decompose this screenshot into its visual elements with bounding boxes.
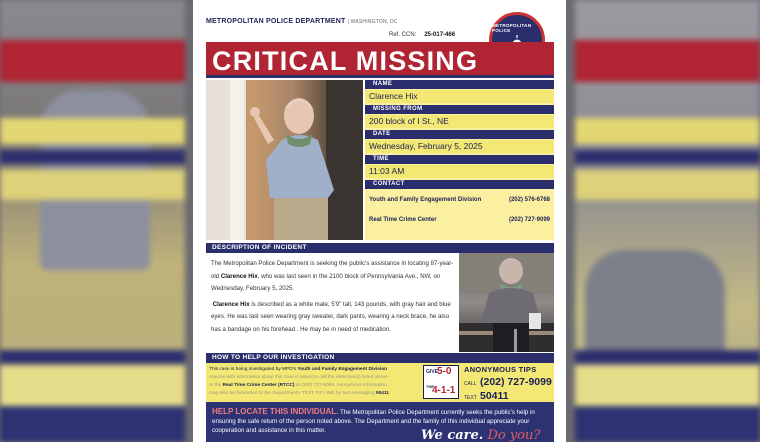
missing-from-value: 200 block of I St., NE bbox=[365, 115, 554, 128]
description-body: The Metropolitan Police Department is seeking the public's assistance in locating 87-year-old Clarence Hix, who was last seen in the 2100 block of Pennsylvania Ave., NW, on Wednesday, February 5, 2025. Clarence Hix is described as a white male, 5'9" tall, 143 pounds, with gray hair and blue eyes. He was last seen wearing gray sweater, dark pants, wearing a neck brace, he also has a bandage on his forehead . He may be in need of medication. bbox=[211, 260, 454, 333]
anonymous-tips: ANONYMOUS TIPS CALL (202) 727-9099 TEXT 50411 bbox=[464, 365, 552, 402]
department-header: METROPOLITAN POLICE DEPARTMENT | WASHINGTON, DC bbox=[206, 18, 398, 25]
blurred-backdrop-left bbox=[0, 0, 185, 442]
footer-body: The Metropolitan Police Department currently seeks the public's help in ensuring the safe return of the person noted above. The Department and the family of this individual appreciate your cooperation and assistance in this matter. bbox=[212, 409, 535, 434]
time-label: TIME bbox=[365, 155, 554, 164]
name-label: NAME bbox=[365, 80, 554, 89]
police-badge-logo: METROPOLITAN POLICE bbox=[489, 12, 545, 68]
blurred-backdrop-right bbox=[575, 0, 760, 442]
contact-row bbox=[369, 195, 550, 206]
help-heading: HOW TO HELP OUR INVESTIGATION bbox=[206, 353, 554, 363]
time-value: 11:03 AM bbox=[365, 165, 554, 178]
contact-name: Real Time Crime Center bbox=[369, 217, 437, 223]
page-title: CRITICAL MISSING bbox=[212, 46, 479, 76]
surveillance-photo bbox=[459, 253, 554, 352]
contact-name: Youth and Family Engagement Division bbox=[369, 197, 482, 203]
we-care-slogan: We care. Do you? bbox=[421, 428, 541, 442]
info-panel bbox=[365, 80, 554, 240]
tip-call-number: (202) 727-9099 bbox=[480, 376, 552, 388]
contact-phone: (202) 727-9099 bbox=[508, 217, 550, 223]
tip-text-number: 50411 bbox=[480, 390, 509, 402]
contact-label: CONTACT bbox=[365, 180, 554, 189]
help-section bbox=[206, 363, 554, 402]
missing-person-photo bbox=[206, 80, 363, 240]
footer-appeal bbox=[206, 402, 554, 442]
date-label: DATE bbox=[365, 130, 554, 139]
help-instructions: This case is being investigated by MPD's Youth and Family Engagement Division Anyone with information about this case is asked to call the detective(s) listed above or the Real Time Crime Center (RTCC) at (202) 727-9099. Anonymous information may also be forwarded to the Department's TEXT TIP LINE by text messaging 50411 bbox=[209, 367, 390, 396]
description-heading: DESCRIPTION OF INCIDENT bbox=[206, 243, 554, 253]
reference-ccn: Ref. CCN: 25-017-466 bbox=[389, 32, 456, 38]
missing-from-label: MISSING FROM bbox=[365, 105, 554, 114]
name-value: Clarence Hix bbox=[365, 90, 554, 103]
date-value: Wednesday, February 5, 2025 bbox=[365, 140, 554, 153]
title-banner bbox=[206, 42, 554, 78]
contact-phone: (202) 576-6768 bbox=[508, 197, 550, 203]
footer-headline: HELP LOCATE THIS INDIVIDUAL. bbox=[212, 407, 339, 416]
missing-person-flyer bbox=[193, 0, 566, 442]
contact-row bbox=[369, 215, 550, 226]
give-5-0-the-4-1-1-logo: GIVE 5-0 THE 4-1-1 bbox=[423, 365, 459, 399]
